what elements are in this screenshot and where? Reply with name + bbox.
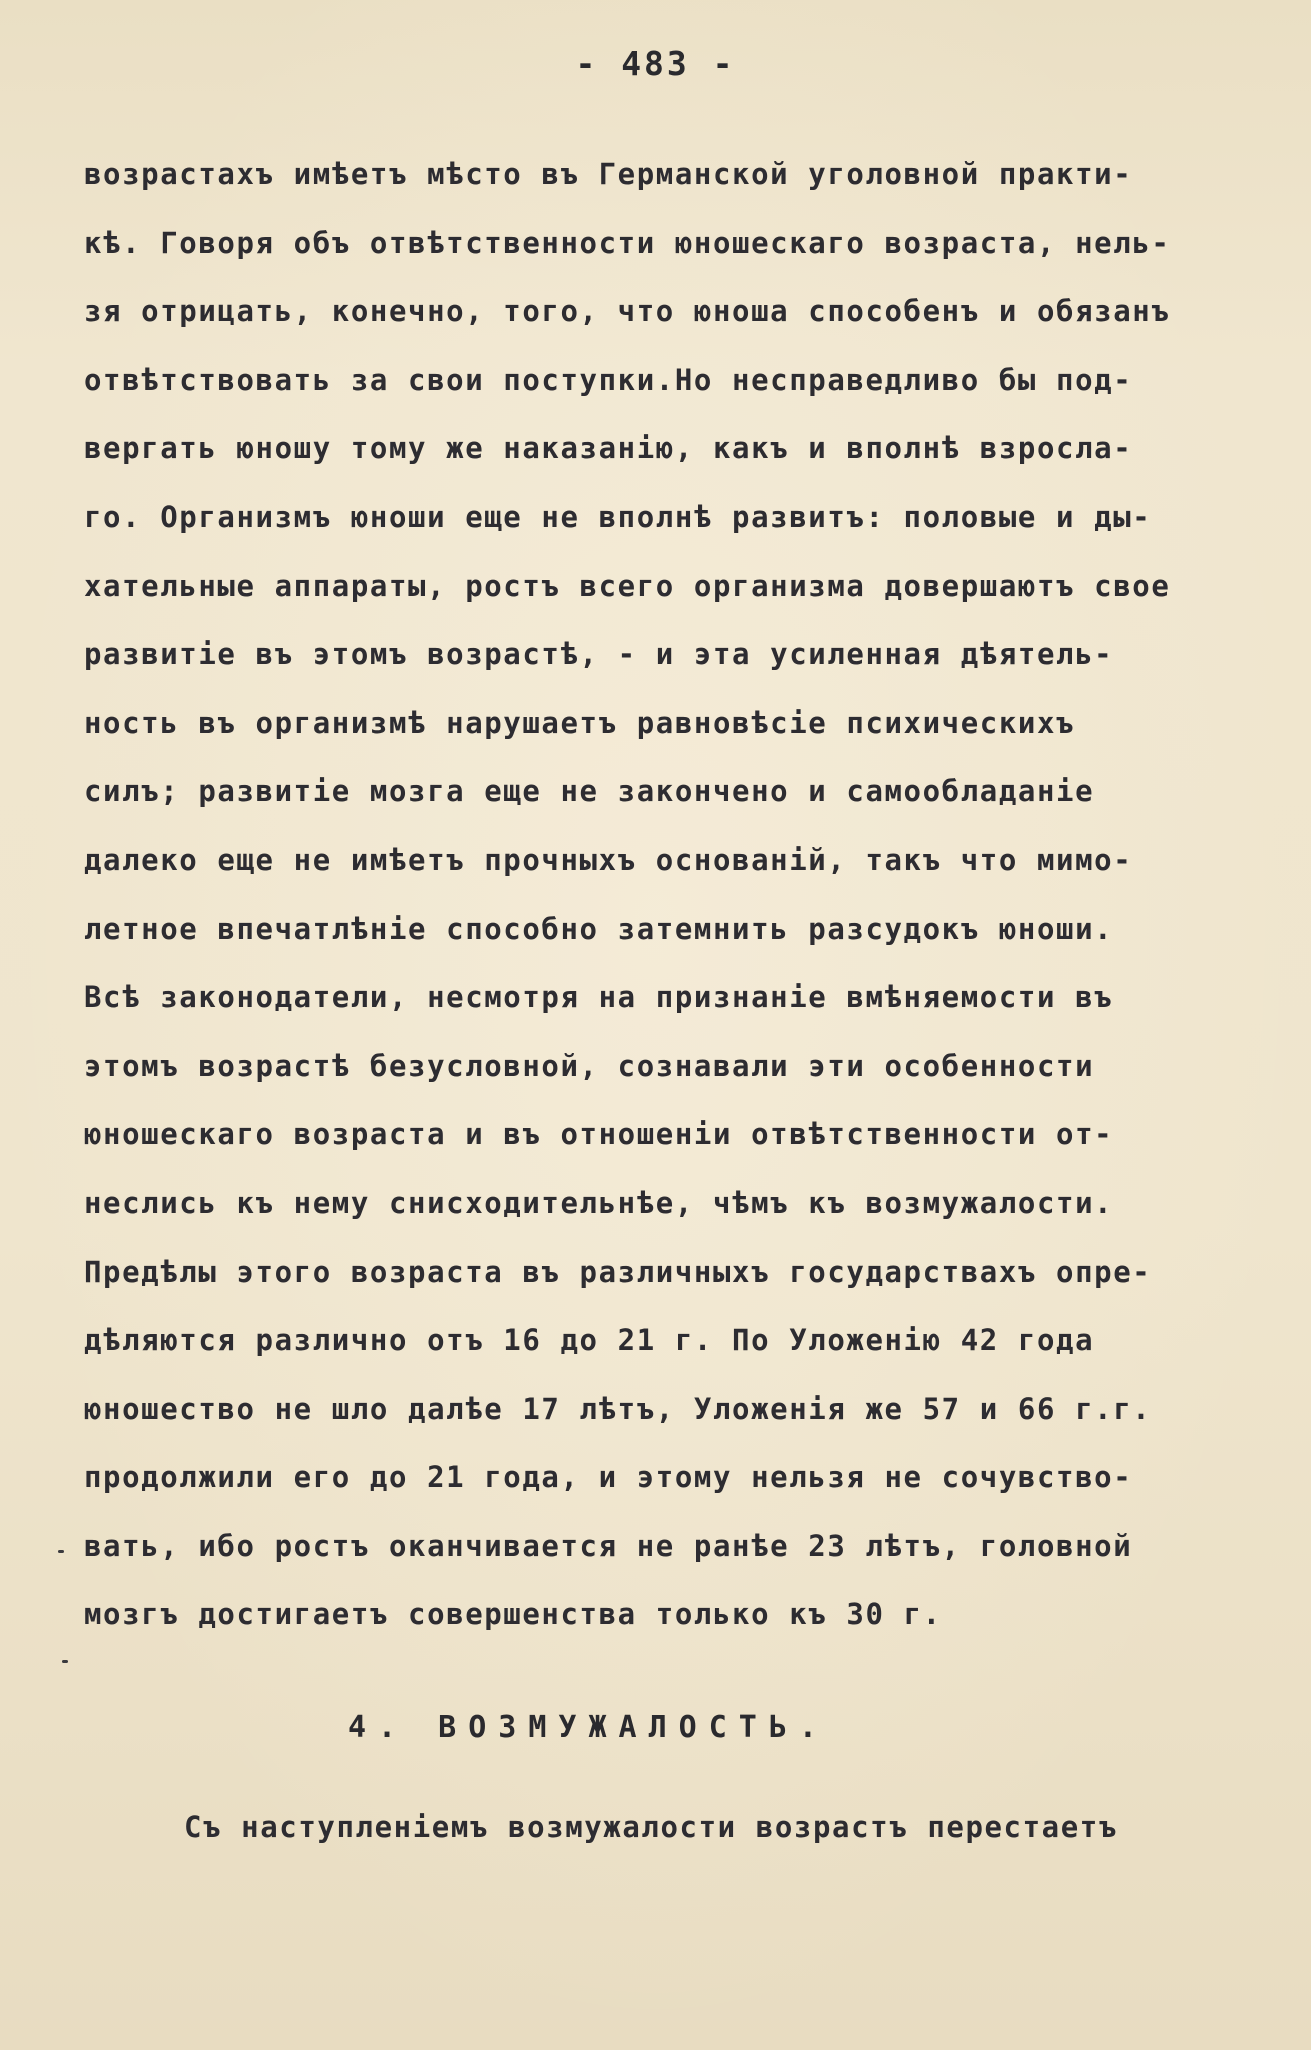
text-line: зя отрицать, конечно, того, что юноша способенъ и обязанъ <box>84 294 1171 329</box>
text-line: юношескаго возраста и въ отношеніи отвѣтственности от- <box>84 1117 1114 1152</box>
text-line: юношество не шло далѣе 17 лѣтъ, Уложенія же 57 и 66 г.г. <box>84 1391 1152 1426</box>
text-line: хательные аппараты, ростъ всего организма довершаютъ свое <box>84 568 1171 603</box>
text-line: силъ; развитіе мозга еще не закончено и самообладаніе <box>84 774 1095 809</box>
page-number: - 483 - <box>575 44 736 83</box>
text-line: далеко еще не имѣетъ прочныхъ основаній, такъ что мимо- <box>84 842 1133 877</box>
text-line: этомъ возрастѣ безусловной, сознавали эти особенности <box>84 1048 1095 1083</box>
text-line: вергать юношу тому же наказанію, какъ и вполнѣ взросла- <box>84 431 1133 466</box>
text-line: кѣ. Говоря объ отвѣтственности юношескаго возраста, нель- <box>84 225 1171 260</box>
margin-ink-mark <box>58 1550 64 1553</box>
text-line: возрастахъ имѣетъ мѣсто въ Германской уголовной практи- <box>84 157 1133 191</box>
section-heading: 4. ВОЗМУЖАЛОСТЬ. <box>348 1710 829 1745</box>
text-line: продолжили его до 21 года, и этому нельзя не сочувство- <box>84 1460 1133 1495</box>
text-line: Всѣ законодатели, несмотря на признаніе вмѣняемости въ <box>84 980 1114 1015</box>
bleed-through-decoration <box>0 0 1311 31</box>
body-text <box>84 140 1284 1649</box>
text-line: го. Организмъ юноши еще не вполнѣ развитъ: половые и ды- <box>84 499 1152 534</box>
text-line: неслись къ нему снисходительнѣе, чѣмъ къ возмужалости. <box>84 1185 1114 1220</box>
text-line: летное впечатлѣніе способно затемнить разсудокъ юноши. <box>84 911 1114 946</box>
text-line: мозгъ достигаетъ совершенства только къ 30 г. <box>84 1597 942 1632</box>
margin-ink-mark <box>62 1660 68 1663</box>
text-line: вать, ибо ростъ оканчивается не ранѣе 23 лѣтъ, головной <box>84 1528 1133 1563</box>
text-line: дѣляются различно отъ 16 до 21 г. По Уложенію 42 года <box>84 1323 1095 1358</box>
text-line: отвѣтствовать за свои поступки.Но несправедливо бы под- <box>84 362 1133 397</box>
text-line: Предѣлы этого возраста въ различныхъ государствахъ опре- <box>84 1254 1152 1289</box>
text-line: ность въ организмѣ нарушаетъ равновѣсіе психическихъ <box>84 705 1076 740</box>
paragraph-start: Съ наступленіемъ возмужалости возрастъ перестаетъ <box>184 1810 1118 1844</box>
text-line: развитіе въ этомъ возрастѣ, - и эта усиленная дѣятель- <box>84 637 1114 672</box>
